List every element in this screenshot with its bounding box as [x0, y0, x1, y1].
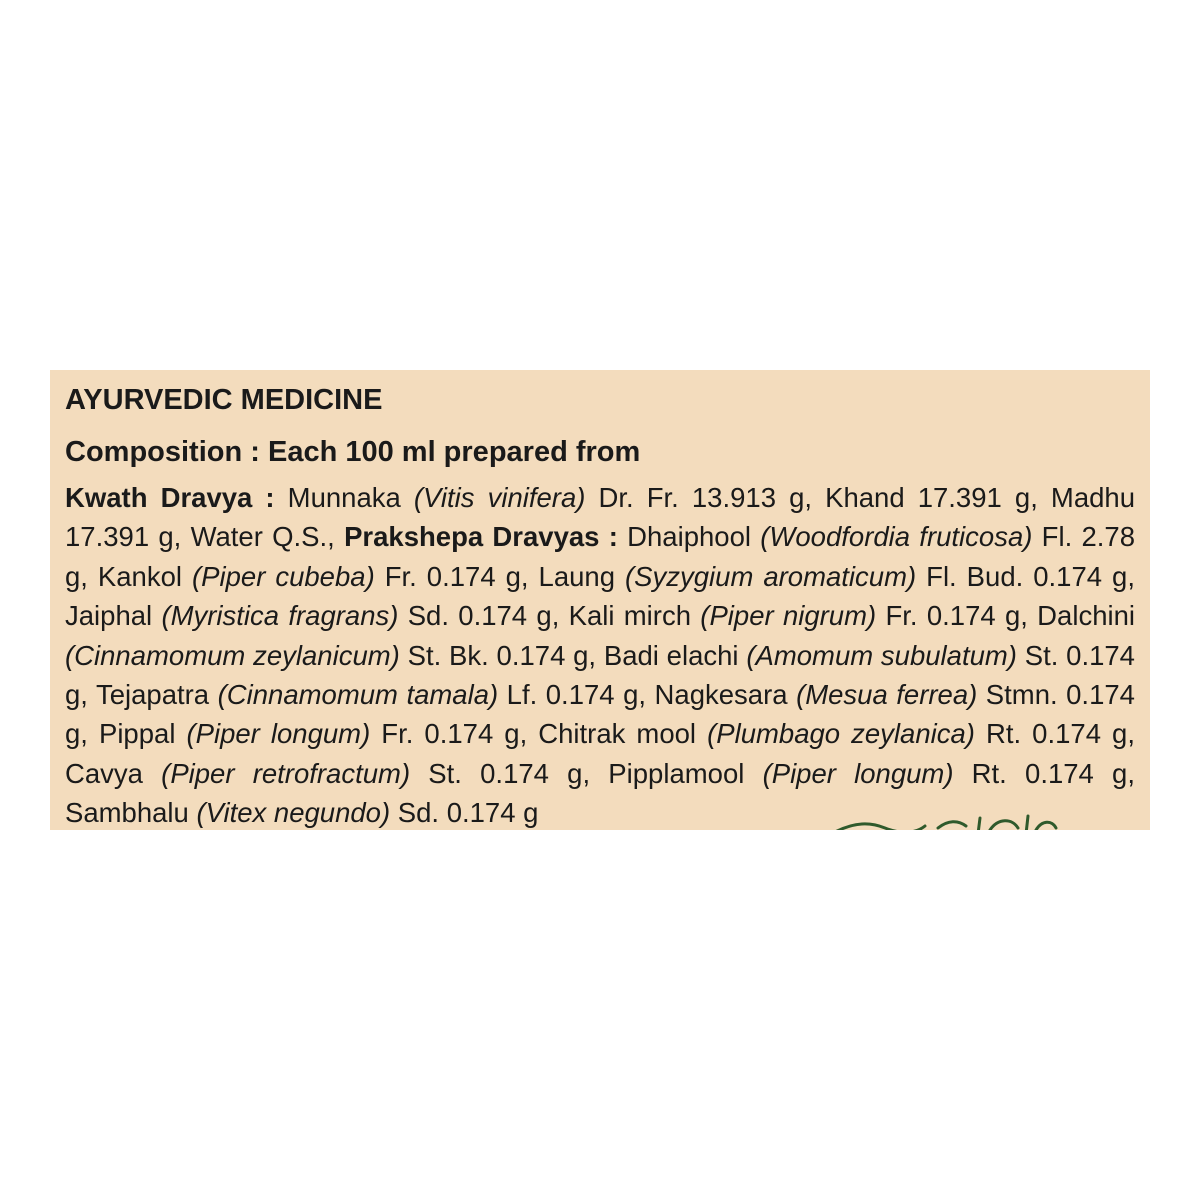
ingredient-text: Fl. 2.78 g, Kankol: [65, 521, 1135, 592]
section-label: Kwath Dravya :: [65, 482, 275, 513]
ingredient-text: Fr. 0.174 g, Chitrak mool: [370, 718, 708, 750]
botanical-name: (Plumbago zeylanica): [707, 718, 975, 750]
botanical-name: (Piper nigrum): [700, 600, 877, 632]
ingredient-text: St. 0.174 g, Tejapatra: [65, 639, 1135, 711]
botanical-name: (Syzygium aromaticum): [625, 560, 917, 592]
ingredient-text: Dr. Fr. 13.913 g, Khand 17.391 g, Madhu 17.391 g, Water Q.S.,: [65, 482, 1136, 553]
ingredient-text: St. Bk. 0.174 g, Badi elachi: [399, 639, 747, 671]
botanical-name: (Myristica fragrans): [161, 600, 399, 632]
ingredient-text: Munnaka: [274, 482, 414, 513]
ingredient-text: Fr. 0.174 g, Dalchini: [876, 600, 1136, 632]
composition-heading: Composition : Each 100 ml prepared from: [65, 436, 641, 468]
botanical-name: (Piper longum): [762, 757, 954, 789]
botanical-name: (Piper retrofractum): [161, 757, 411, 789]
botanical-name: (Woodfordia fruticosa): [760, 521, 1033, 553]
ingredient-text: Dhaiphool: [617, 521, 761, 553]
composition-label-panel: [50, 370, 1150, 830]
ingredient-text: Fl. Bud. 0.174 g, Jaiphal: [65, 560, 1135, 632]
composition-text: [65, 478, 1135, 830]
botanical-name: (Piper longum): [186, 718, 371, 750]
botanical-name: (Mesua ferrea): [796, 679, 978, 711]
ingredient-text: Sd. 0.174 g, Kali mirch: [398, 600, 701, 632]
botanical-name: (Cinnamomum zeylanicum): [65, 639, 400, 671]
botanical-name: (Vitis vinifera): [413, 482, 586, 513]
product-type-heading: AYURVEDIC MEDICINE: [65, 384, 383, 416]
ingredient-text: Rt. 0.174 g, Sambhalu: [65, 757, 1135, 829]
ingredient-text: Lf. 0.174 g, Nagkesara: [498, 679, 797, 711]
section-label: Prakshepa Dravyas :: [344, 521, 618, 553]
ingredient-text: Stmn. 0.174 g, Pippal: [65, 679, 1135, 750]
botanical-name: (Amomum subulatum): [746, 639, 1017, 671]
botanical-name: (Vitex negundo): [196, 797, 391, 829]
botanical-name: (Cinnamomum tamala): [217, 679, 499, 711]
ingredient-text: Rt. 0.174 g, Cavya: [65, 718, 1135, 789]
ingredient-text: St. 0.174 g, Pipplamool: [410, 757, 763, 789]
botanical-name: (Piper cubeba): [192, 560, 375, 592]
ingredient-text: Sd. 0.174 g: [390, 797, 539, 829]
ingredient-text: Fr. 0.174 g, Laung: [374, 560, 625, 592]
